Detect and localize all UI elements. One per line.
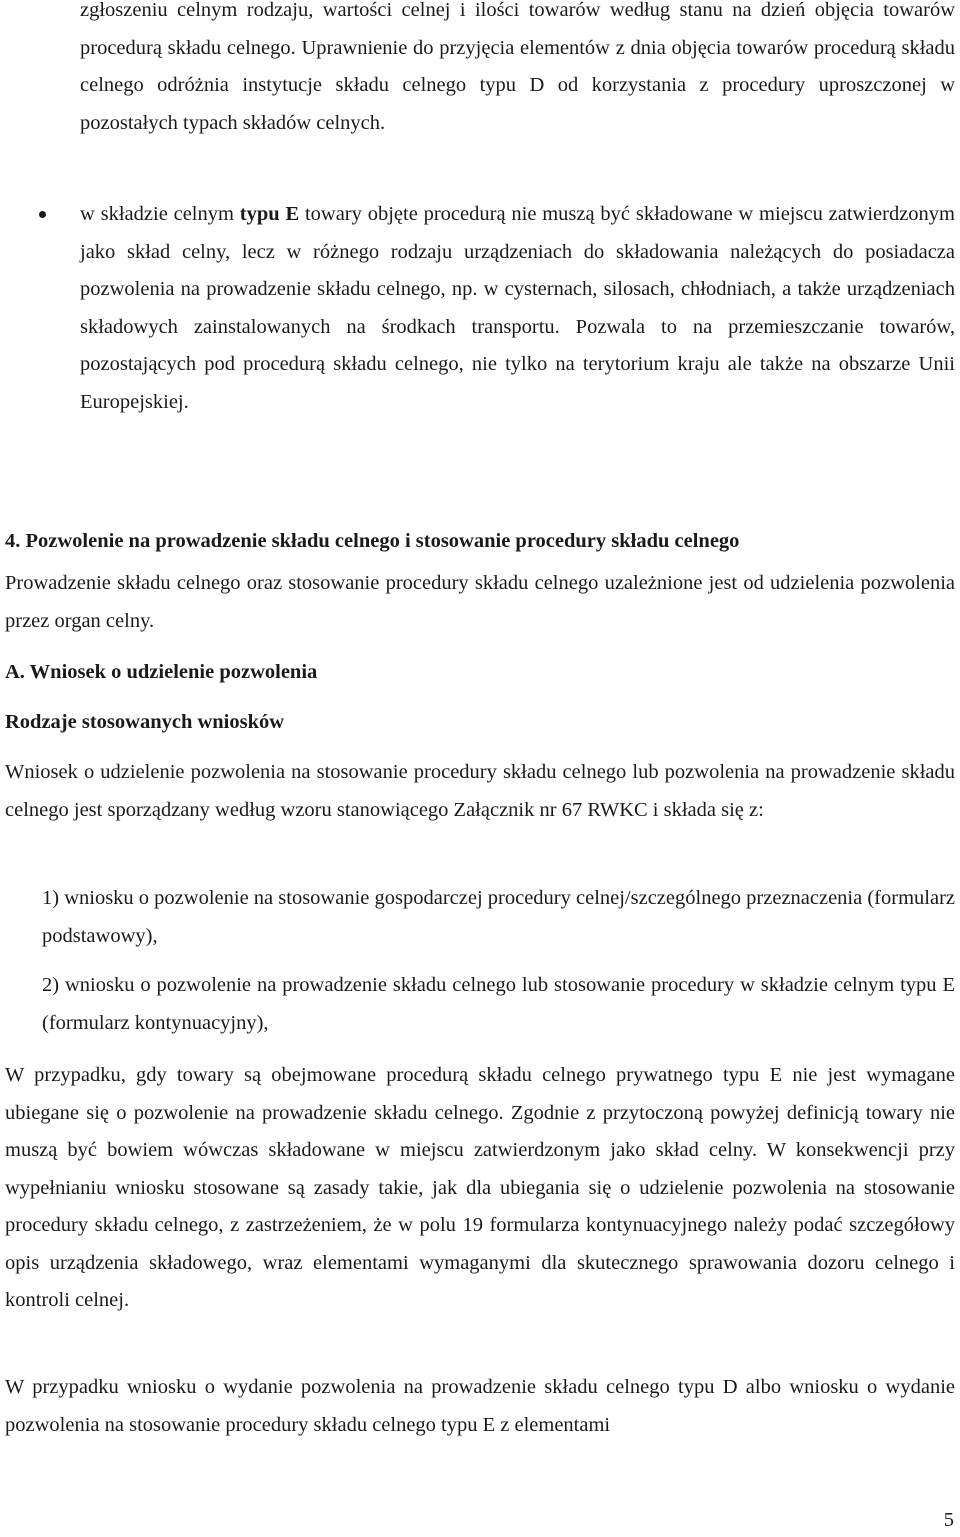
- list-item: 2) wniosku o pozwolenie na prowadzenie składu celnego lub stosowanie procedury w składzie celnym typu E (formularz kontynuacyjny),: [42, 974, 955, 1034]
- section-4-heading: 4. Pozwolenie na prowadzenie składu celnego i stosowanie procedury składu celnego: [5, 530, 740, 552]
- bullet-icon: [39, 211, 46, 218]
- bullet-paragraph-type-e: [80, 196, 955, 421]
- bullet-suffix: towary objęte procedurą nie muszą być składowane w miejscu zatwierdzonym jako skład celny, lecz w różnego rodzaju urządzeniach do składowania należących do posiadacza pozwolenia na prowadzenie składu celnego, np. w cysternach, silosach, chłodniach, a także urządzeniach składowych zainstalowanych na środkach transportu. Pozwala to na przemieszczanie towarów, pozostających pod procedurą składu celnego, nie tylko na terytorium kraju ale także na obszarze Unii Europejskiej.: [80, 203, 955, 413]
- section-a-subheading: Rodzaje stosowanych wniosków: [5, 711, 285, 733]
- section-a-body: Wniosek o udzielenie pozwolenia na stosowanie procedury składu celnego lub pozwolenia na prowadzenie składu celnego jest sporządzany według wzoru stanowiącego Załącznik nr 67 RWKC i składa się z:: [5, 761, 955, 821]
- section-4-body: Prowadzenie składu celnego oraz stosowanie procedury składu celnego uzależnione jest od udzielenia pozwolenia przez organ celny.: [5, 572, 955, 632]
- paragraph-type-d: W przypadku wniosku o wydanie pozwolenia na prowadzenie składu celnego typu D albo wniosku o wydanie pozwolenia na stosowanie procedury składu celnego typu E z elementami: [5, 1376, 955, 1436]
- paragraph-type-e-private: W przypadku, gdy towary są obejmowane procedurą składu celnego prywatnego typu E nie jest wymagane ubiegane się o pozwolenie na prowadzenie składu celnego. Zgodnie z przytoczoną powyżej definicją towary nie muszą być bowiem wówczas składowane w miejscu zatwierdzonym jako skład celny. W konsekwencji przy wypełnianiu wniosku stosowane są zasady takie, jak dla ubiegania się o udzielenie pozwolenia na stosowanie procedury składu celnego, z zastrzeżeniem, że w polu 19 formularza kontynuacyjnego należy podać szczegółowy opis urządzenia składowego, wraz elementami wymaganymi dla skutecznego sprawowania dozoru celnego i kontroli celnej.: [5, 1064, 955, 1311]
- bullet-prefix: w składzie celnym: [80, 203, 240, 225]
- list-item: 1) wniosku o pozwolenie na stosowanie gospodarczej procedury celnej/szczególnego przeznaczenia (formularz podstawowy),: [42, 887, 956, 947]
- intro-continuation-paragraph: zgłoszeniu celnym rodzaju, wartości celnej i ilości towarów według stanu na dzień objęcia towarów procedurą składu celnego. Uprawnienie do przyjęcia elementów z dnia objęcia towarów procedurą składu celnego odróżnia instytucje składu celnego typu D od korzystania z procedury uproszczonej w pozostałych typach składów celnych.: [80, 0, 955, 134]
- page-number: 5: [943, 1509, 954, 1531]
- bullet-bold-term: typu E: [239, 203, 300, 225]
- section-a-heading: A. Wniosek o udzielenie pozwolenia: [5, 661, 318, 683]
